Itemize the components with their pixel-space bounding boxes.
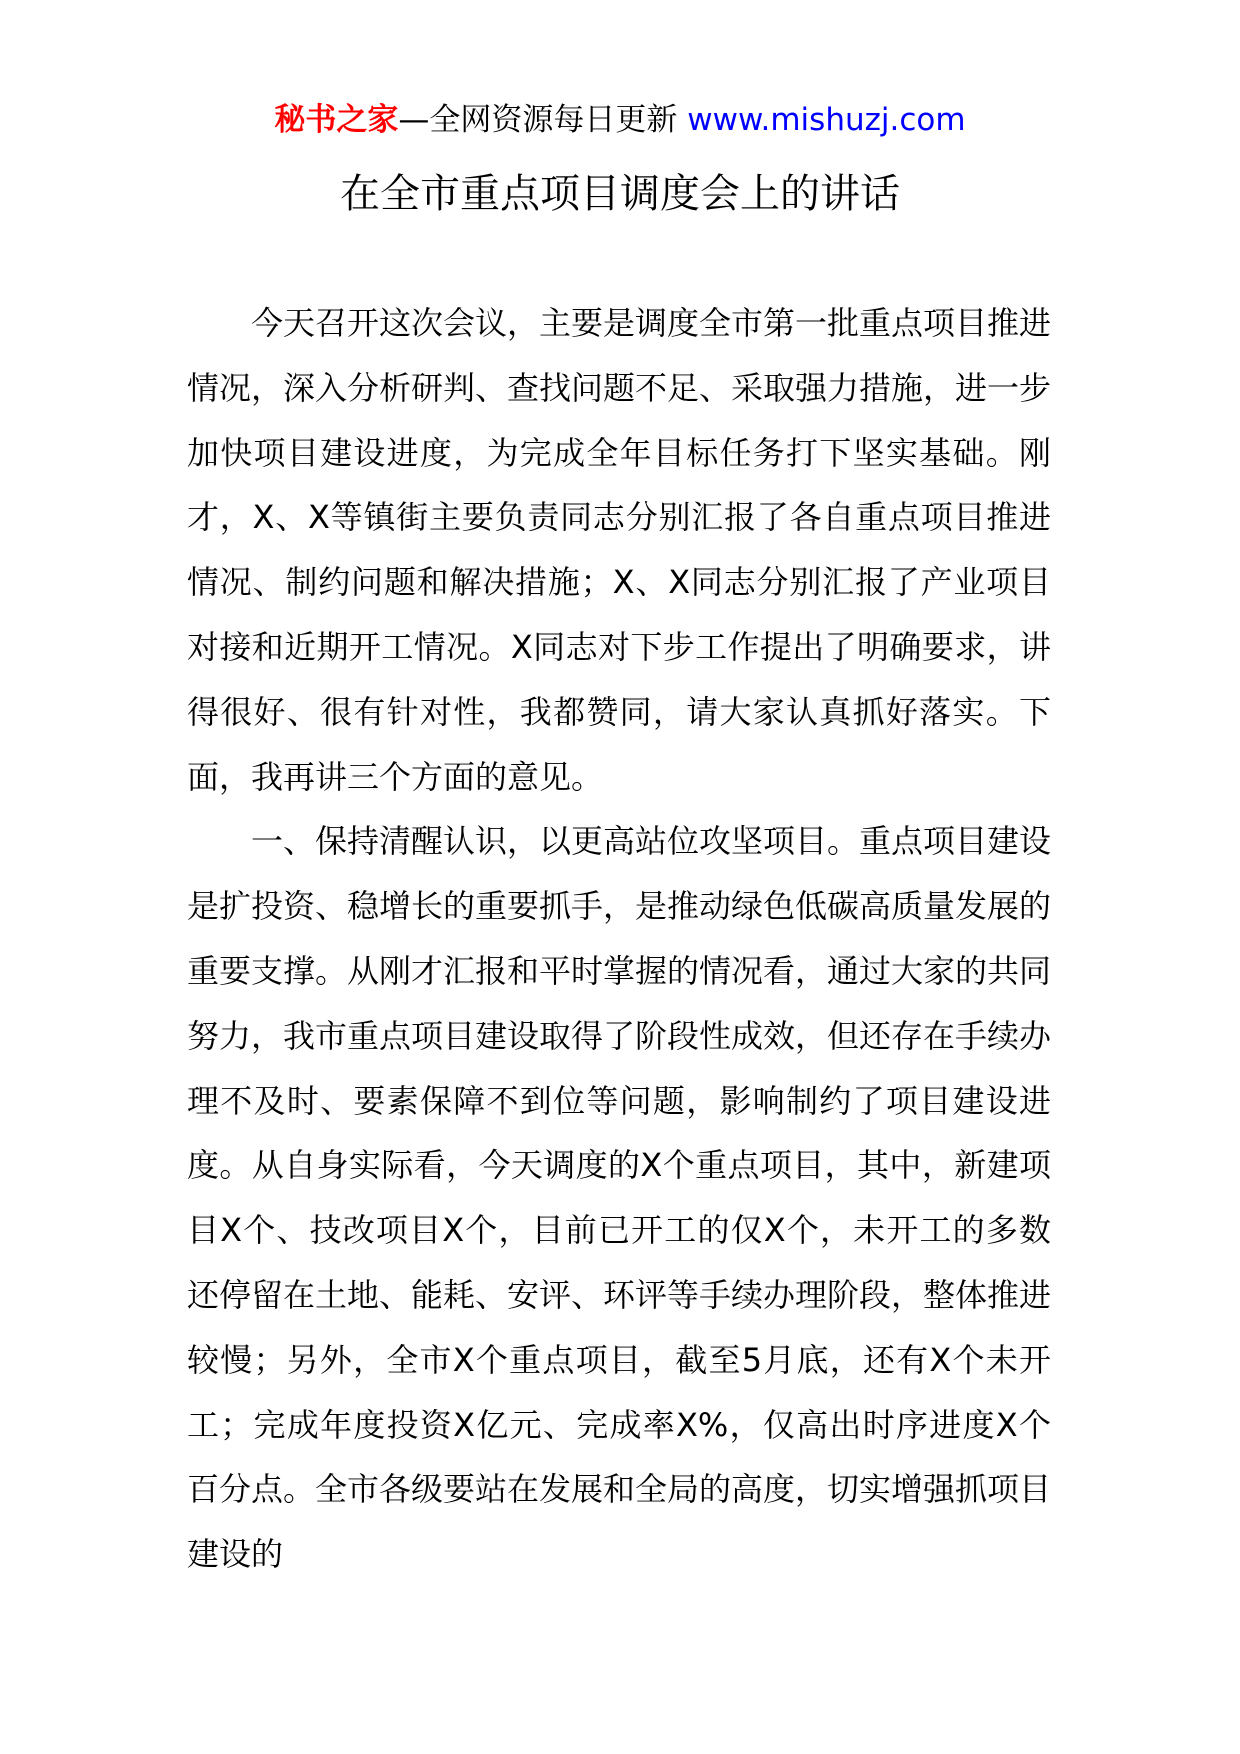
document-title: 在全市重点项目调度会上的讲话 bbox=[340, 171, 900, 217]
document-body bbox=[187, 291, 1051, 1587]
site-tagline: —全网资源每日更新 bbox=[398, 102, 688, 138]
paragraph-section-one: 一、保持清醒认识，以更高站位攻坚项目。重点项目建设是扩投资、稳增长的重要抓手，是推动绿色低碳高质量发展的重要支撑。从刚才汇报和平时掌握的情况看，通过大家的共同努力，我市重点项目建设取得了阶段性成效，但还存在手续办理不及时、要素保障不到位等问题，影响制约了项目建设进度。从自身实际看，今天调度的X个重点项目，其中，新建项目X个、技改项目X个，目前已开工的仅X个，未开工的多数还停留在土地、能耗、安评、环评等手续办理阶段，整体推进较慢；另外，全市X个重点项目，截至5月底，还有X个未开工；完成年度投资X亿元、完成率X%，仅高出时序进度X个百分点。全市各级要站在发展和全局的高度，切实增强抓项目建设的 bbox=[187, 822, 1052, 1574]
site-url-link[interactable]: www.mishuzj.com bbox=[687, 102, 966, 138]
site-header bbox=[0, 98, 1240, 142]
paragraph-intro: 今天召开这次会议，主要是调度全市第一批重点项目推进情况，深入分析研判、查找问题不足、采取强力措施，进一步加快项目建设进度，为完成全年目标任务打下坚实基础。刚才，X、X等镇街主要负责同志分别汇报了各自重点项目推进情况、制约问题和解决措施；X、X同志分别汇报了产业项目对接和近期开工情况。X同志对下步工作提出了明确要求，讲得很好、很有针对性，我都赞同，请大家认真抓好落实。下面，我再讲三个方面的意见。 bbox=[187, 304, 1052, 796]
site-brand: 秘书之家 bbox=[274, 102, 399, 138]
